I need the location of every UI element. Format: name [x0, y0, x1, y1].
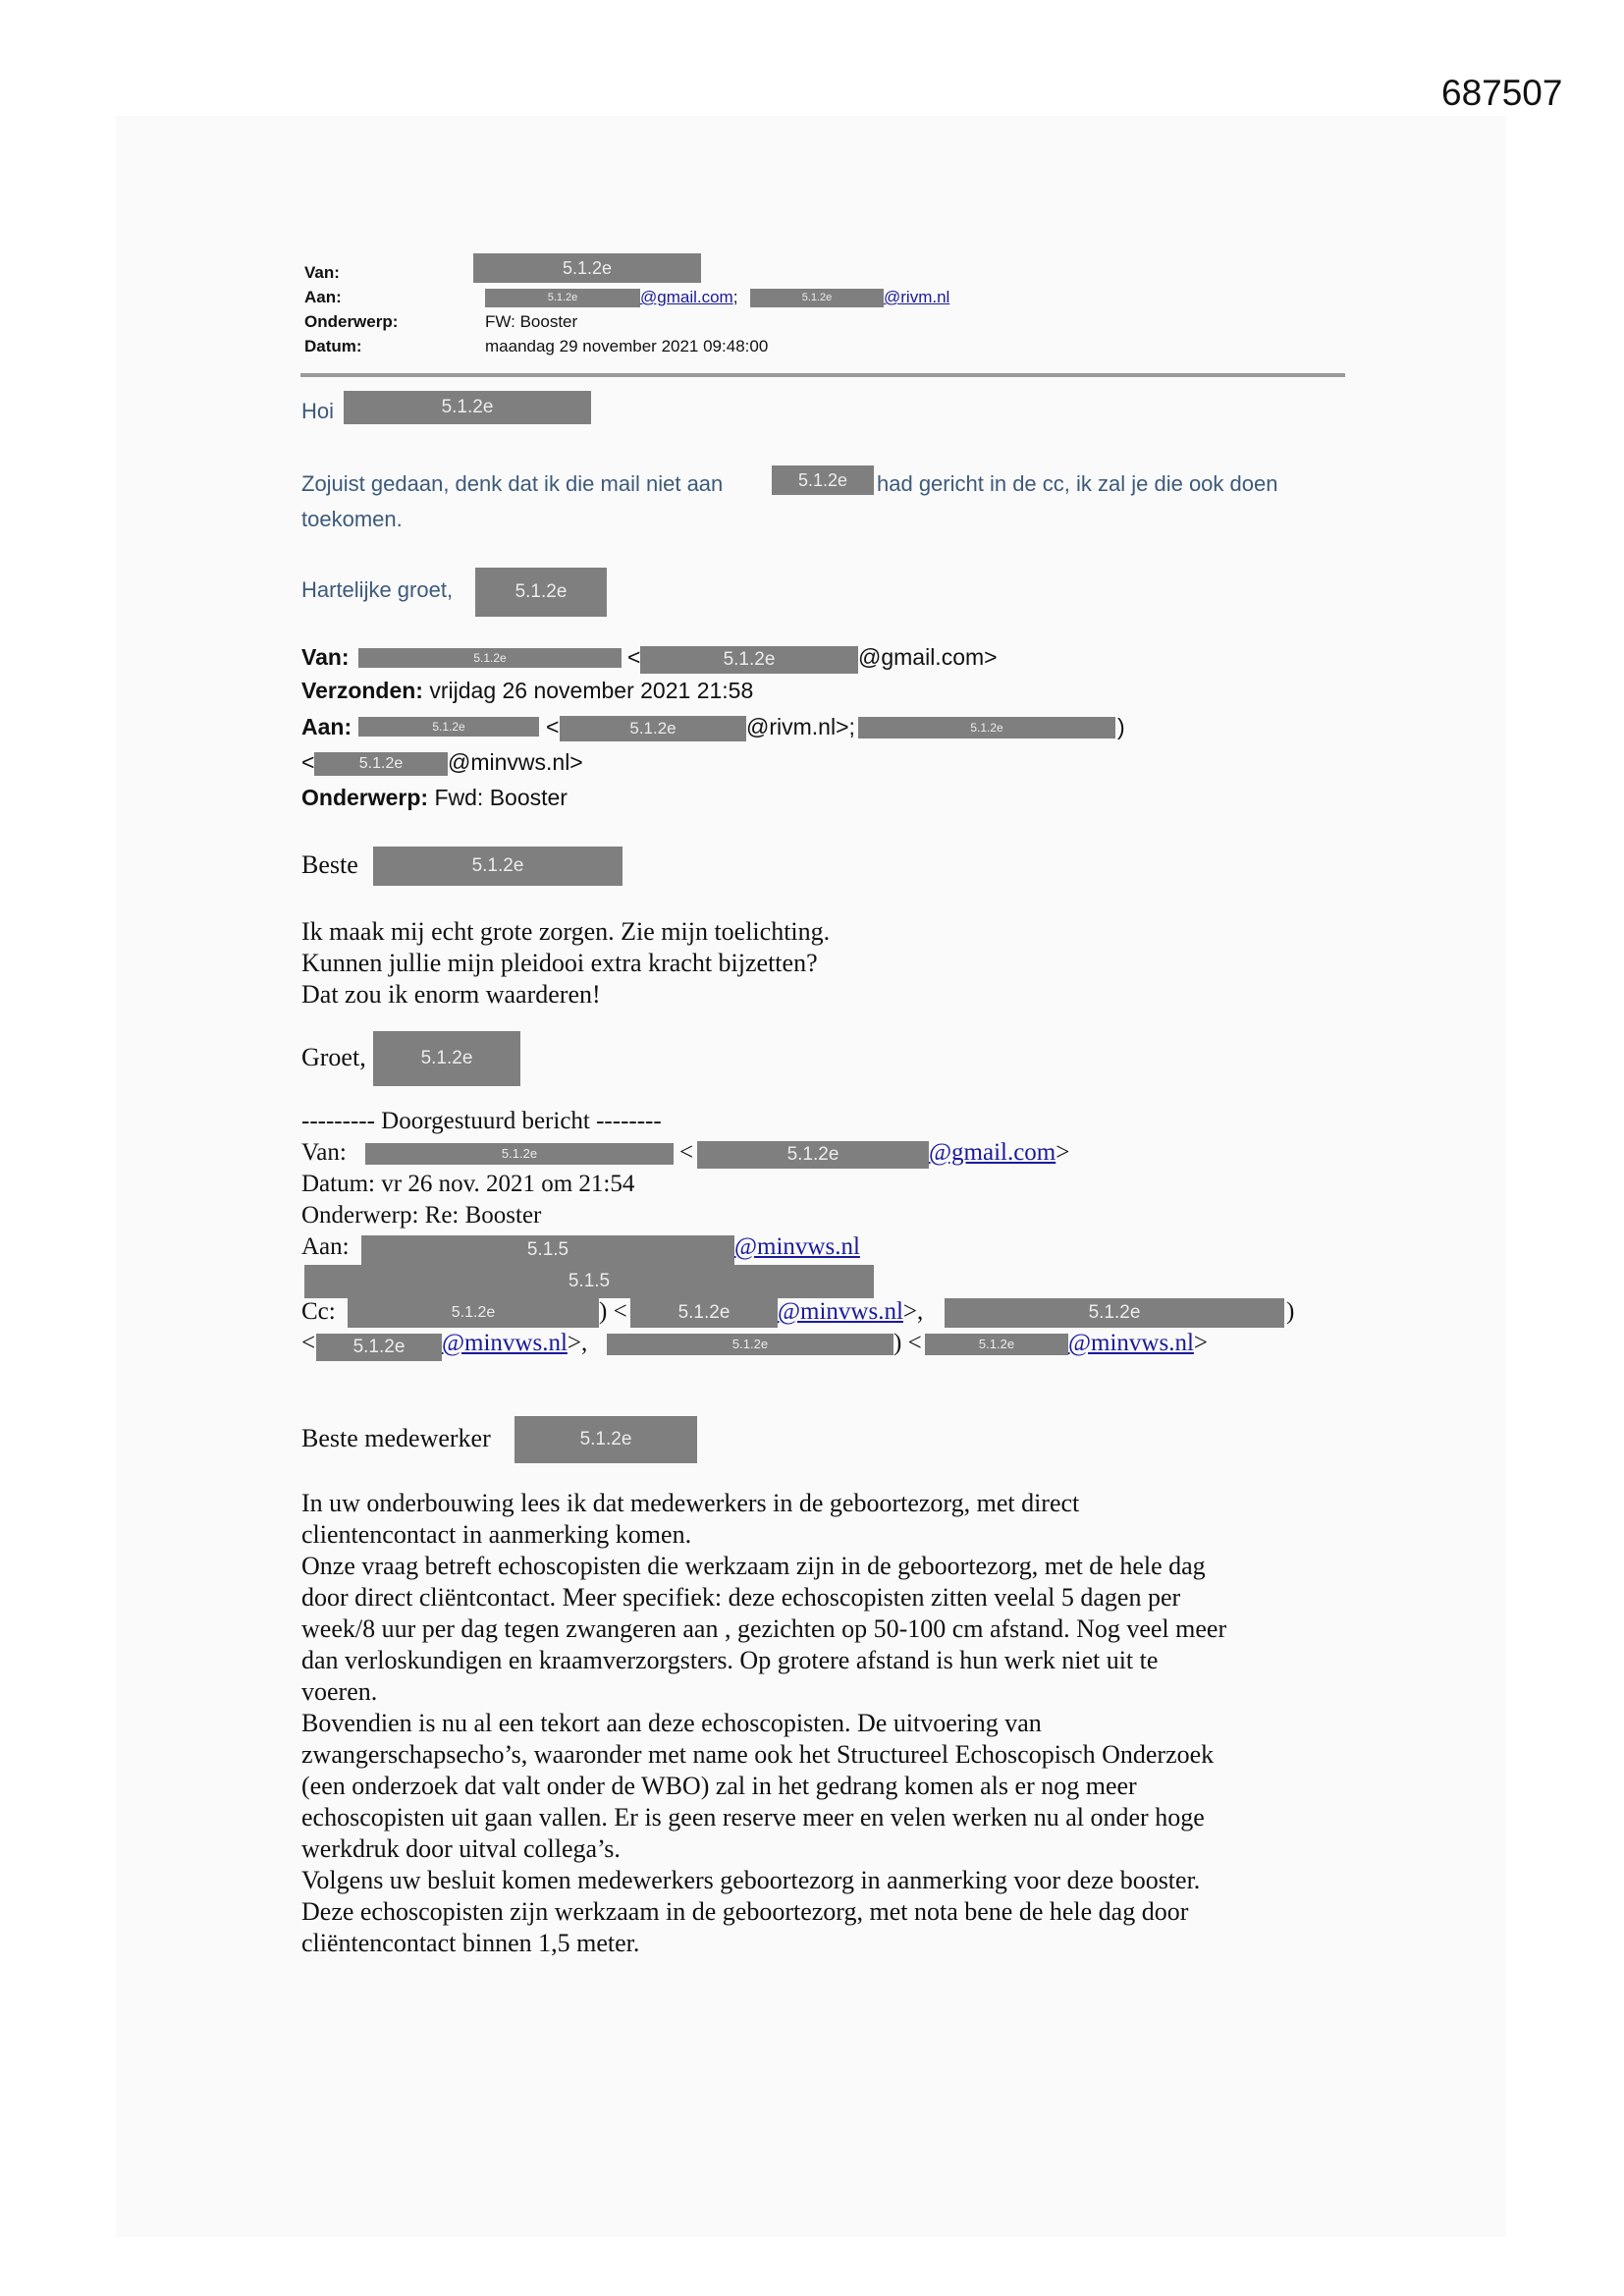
header-van-label: Van: [304, 263, 340, 282]
redaction-box: 5.1.2e [373, 847, 623, 886]
fw-cc-open: < [613, 1298, 627, 1325]
msg1-line: Dat zou ik enorm waarderen! [301, 980, 601, 1009]
msg2-line: echoscopisten uit gaan vallen. Er is geen reserve meer en velen werken nu al onder hoge [301, 1803, 1205, 1831]
redaction-box: 5.1.2e [750, 289, 884, 307]
msg1-greeting: Beste [301, 850, 358, 879]
msg2-line: Bovendien is nu al een tekort aan deze echoscopisten. De uitvoering van [301, 1709, 1042, 1737]
redaction-box: 5.1.2e [772, 465, 874, 495]
fwd-verzonden-value: vrijdag 26 november 2021 21:58 [429, 678, 754, 703]
redaction-box: 5.1.2e [344, 391, 591, 424]
fwd-aan-line2-open: < [301, 749, 315, 775]
redaction-box: 5.1.5 [304, 1265, 874, 1298]
redaction-box: 5.1.2e [945, 1298, 1284, 1328]
fw-datum: Datum: vr 26 nov. 2021 om 21:54 [301, 1171, 635, 1197]
fwd-aan-open: < [546, 714, 560, 739]
fw-aan-label: Aan: [301, 1233, 350, 1260]
msg1-line: Kunnen jullie mijn pleidooi extra kracht bijzetten? [301, 949, 818, 977]
fw-cc-email[interactable]: @minvws.nl [778, 1298, 903, 1325]
reply-line1-before: Zojuist gedaan, denk dat ik die mail niet aan [301, 471, 724, 496]
redaction-box: 5.1.2e [473, 253, 701, 283]
redaction-box: 5.1.2e [314, 752, 448, 776]
fw-cc-paren: ) [599, 1298, 608, 1325]
redaction-box: 5.1.5 [361, 1235, 734, 1265]
header-divider [300, 373, 1345, 377]
reply-greeting: Hoi [301, 399, 335, 423]
fw-line2-paren: ) < [893, 1330, 922, 1356]
msg2-line: werkdruk door uitval collega’s. [301, 1834, 621, 1863]
msg2-line: clientencontact in aanmerking komen. [301, 1520, 692, 1549]
fw-van-close: > [1056, 1139, 1070, 1166]
fwd-van-open: < [627, 644, 641, 670]
fwd-van-email: @gmail.com> [858, 644, 998, 670]
redaction-box: 5.1.2e [925, 1334, 1068, 1355]
msg2-line: Onze vraag betreft echoscopisten die werkzaam zijn in de geboortezorg, met de hele dag [301, 1552, 1206, 1580]
redaction-box: 5.1.2e [630, 1298, 778, 1328]
msg2-line: Deze echoscopisten zijn werkzaam in de geboortezorg, met nota bene de hele dag door [301, 1897, 1189, 1926]
msg1-closing: Groet, [301, 1043, 366, 1071]
redaction-box: 5.1.2e [348, 1298, 599, 1328]
fw-line2-email1-close: >, [567, 1330, 588, 1356]
fw-line2-open: < [301, 1330, 316, 1356]
msg2-line: cliëntencontact binnen 1,5 meter. [301, 1929, 640, 1957]
header-aan-separator: ; [732, 288, 738, 306]
redaction-box: 5.1.2e [607, 1334, 893, 1355]
msg2-greeting: Beste medewerker [301, 1424, 491, 1452]
msg1-line: Ik maak mij echt grote zorgen. Zie mijn toelichting. [301, 917, 831, 946]
redaction-box: 5.1.2e [365, 1143, 674, 1165]
fw-line2-email1[interactable]: @minvws.nl [442, 1330, 568, 1356]
header-aan-label: Aan: [304, 288, 342, 306]
fwd-verzonden-label: Verzonden: [301, 678, 423, 703]
msg2-line: In uw onderbouwing lees ik dat medewerkers in de geboortezorg, met direct [301, 1489, 1080, 1517]
header-aan-email2[interactable]: @rivm.nl [884, 288, 950, 306]
header-datum-label: Datum: [304, 337, 362, 355]
header-datum-value: maandag 29 november 2021 09:48:00 [485, 337, 769, 355]
fw-cc-email-close: >, [902, 1298, 924, 1325]
msg2-line: week/8 uur per dag tegen zwangeren aan , gezichten op 50-100 cm afstand. Nog veel meer [301, 1614, 1227, 1643]
header-onderwerp-value: FW: Booster [485, 312, 578, 331]
msg2-line: door direct cliëntcontact. Meer specifiek: deze echoscopisten zitten veelal 5 dagen per [301, 1583, 1181, 1612]
redaction-box: 5.1.2e [514, 1416, 697, 1463]
redaction-box: 5.1.2e [316, 1334, 442, 1361]
redaction-box: 5.1.2e [358, 648, 622, 668]
fw-aan-email[interactable]: @minvws.nl [734, 1233, 860, 1260]
fwd-onderwerp-value: Fwd: Booster [434, 785, 568, 810]
redaction-box: 5.1.2e [858, 717, 1115, 738]
reply-closing: Hartelijke groet, [301, 577, 454, 602]
header-onderwerp-label: Onderwerp: [304, 312, 399, 331]
reply-line2: toekomen. [301, 507, 403, 531]
fw-onderwerp: Onderwerp: Re: Booster [301, 1202, 542, 1229]
msg2-line: voeren. [301, 1677, 378, 1706]
fw-van-email[interactable]: @gmail.com [929, 1139, 1056, 1166]
fwd-aan-line2-email: @minvws.nl> [448, 749, 583, 775]
msg2-line: (een onderzoek dat valt onder de WBO) zal in het gedrang komen als er nog meer [301, 1772, 1137, 1800]
fw-van-label: Van: [301, 1139, 347, 1166]
fwd-aan-close: ) [1117, 714, 1125, 739]
redaction-box: 5.1.2e [485, 289, 640, 307]
redaction-box: 5.1.2e [475, 568, 607, 617]
redaction-box: 5.1.2e [640, 646, 858, 674]
redaction-box: 5.1.2e [358, 717, 539, 737]
reply-line1-after: had gericht in de cc, ik zal je die ook doen [877, 471, 1278, 496]
fw-cc-end-paren: ) [1286, 1298, 1295, 1325]
fw-cc-label: Cc: [301, 1298, 336, 1325]
fw-line2-email2[interactable]: @minvws.nl [1068, 1330, 1194, 1356]
msg2-line: zwangerschapsecho’s, waaronder met name ook het Structureel Echoscopisch Onderzoek [301, 1740, 1215, 1769]
fwd-onderwerp-label: Onderwerp: [301, 785, 429, 810]
fwd-aan-label: Aan: [301, 714, 352, 739]
fw-line2-email2-close: > [1193, 1330, 1209, 1356]
fwd-van-label: Van: [301, 644, 350, 670]
msg2-line: Volgens uw besluit komen medewerkers geboortezorg in aanmerking voor deze booster. [301, 1866, 1201, 1894]
msg2-line: dan verloskundigen en kraamverzorgsters. Op grotere afstand is hun werk niet uit te [301, 1646, 1159, 1674]
forward-separator: --------- Doorgestuurd bericht -------- [301, 1108, 662, 1134]
redaction-box: 5.1.2e [697, 1141, 929, 1169]
header-aan-email1[interactable]: @gmail.com [640, 288, 733, 306]
redaction-box: 5.1.2e [560, 716, 746, 741]
fw-van-open: < [679, 1139, 694, 1166]
fwd-aan-email: @rivm.nl>; [746, 714, 855, 739]
redaction-box: 5.1.2e [373, 1031, 520, 1086]
document-id: 687507 [1441, 73, 1563, 113]
